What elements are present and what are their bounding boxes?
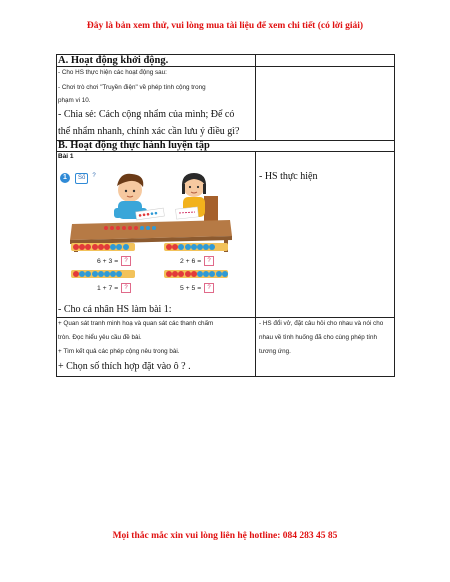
answer-box: ? — [204, 283, 214, 293]
bead — [191, 271, 197, 277]
equation-3 — [97, 283, 131, 293]
bead — [110, 244, 116, 250]
table-bead-strip — [104, 226, 156, 230]
bead — [185, 271, 191, 277]
equation-expr: 2 + 6 = — [180, 257, 202, 265]
bead — [79, 271, 85, 277]
bead — [92, 244, 98, 250]
bead — [92, 271, 98, 277]
table-column-divider-b — [255, 151, 256, 377]
bead-bar-3 — [71, 270, 135, 278]
bead — [185, 244, 191, 250]
bead — [216, 271, 222, 277]
section-c-left-2: tròn. Đọc hiểu yêu cầu đề bài. — [58, 334, 142, 341]
equation-expr: 6 + 3 = — [97, 257, 119, 265]
section-a-line-3: phạm vi 10. — [58, 97, 91, 104]
bead — [73, 244, 79, 250]
section-c-left-3: + Tìm kết quả các phép cộng nêu trong bài. — [58, 348, 180, 355]
bead — [178, 244, 184, 250]
section-c-left-1: + Quan sát tranh minh hoạ và quan sát các thanh chấm — [58, 320, 214, 327]
section-c-right-1: - HS đổi vở, đặt câu hỏi cho nhau và nói cho — [259, 320, 384, 327]
bead — [209, 271, 215, 277]
table-border-right — [394, 54, 395, 377]
badge-question: ? — [92, 173, 96, 179]
bead — [104, 271, 110, 277]
section-a-line-1: - Cho HS thực hiện các hoạt động sau: — [58, 69, 167, 76]
section-a-line-2: - Chơi trò chơi "Truyền điện" về phép tính cộng trong — [58, 84, 206, 91]
section-a-title-divider — [56, 66, 395, 67]
preview-banner: Đây là bản xem thử, vui lòng mua tài liệu để xem chi tiết (có lời giải) — [86, 21, 364, 31]
bead — [116, 271, 122, 277]
bead — [98, 271, 104, 277]
bead — [116, 244, 122, 250]
bead — [104, 244, 110, 250]
table-border-b-head — [56, 151, 395, 152]
bead — [166, 244, 172, 250]
bead — [178, 271, 184, 277]
table-border-bottom — [56, 376, 395, 377]
section-a-line-5: thể nhẩm nhanh, chính xác cần lưu ý điều gì? — [58, 126, 240, 137]
bead — [197, 244, 203, 250]
table-border-c-start — [56, 317, 395, 318]
section-a-line-4: - Chia sẻ: Cách cộng nhẩm của mình; Để có — [58, 109, 235, 120]
answer-box: ? — [121, 283, 131, 293]
section-c-right-3: tương ứng. — [259, 348, 291, 355]
section-a-title: A. Hoạt động khởi động. — [58, 55, 169, 66]
section-c-right-2: nhau về tình huống đã cho cùng phép tính — [259, 334, 377, 341]
bead — [98, 244, 104, 250]
hotline-banner: Mọi thắc mắc xin vui lòng liên hệ hotline: 084 283 45 85 — [112, 531, 338, 541]
children-desk-illustration — [66, 168, 236, 252]
bead — [222, 271, 228, 277]
equation-2 — [180, 256, 214, 266]
bead — [85, 271, 91, 277]
equation-1 — [97, 256, 131, 266]
badge-label: Số — [75, 173, 88, 184]
bead — [123, 244, 129, 250]
bead — [209, 244, 215, 250]
bead — [203, 271, 209, 277]
bead — [79, 244, 85, 250]
exercise-label: Bài 1 — [58, 153, 74, 160]
section-b-right-text: - HS thực hiện — [259, 171, 318, 182]
bead — [197, 271, 203, 277]
bead — [191, 244, 197, 250]
equation-expr: 5 + 5 = — [180, 284, 202, 292]
bead-bar-4 — [164, 270, 228, 278]
section-c-left-4: + Chọn số thích hợp đặt vào ô ? . — [58, 361, 191, 372]
table-border-left — [56, 54, 57, 377]
section-b-title: B. Hoạt động thực hành luyện tập — [58, 140, 210, 151]
bead — [110, 271, 116, 277]
answer-box: ? — [204, 256, 214, 266]
bead — [73, 271, 79, 277]
equation-4 — [180, 283, 214, 293]
badge-number: 1 — [60, 173, 70, 183]
bead — [166, 271, 172, 277]
equation-expr: 1 + 7 = — [97, 284, 119, 292]
bead — [172, 244, 178, 250]
bead-bar-2 — [164, 243, 228, 251]
bead — [203, 244, 209, 250]
bead — [172, 271, 178, 277]
answer-box: ? — [121, 256, 131, 266]
bead-bar-1 — [71, 243, 135, 251]
section-b-individual-task: - Cho cá nhân HS làm bài 1: — [58, 304, 172, 315]
bead — [85, 244, 91, 250]
